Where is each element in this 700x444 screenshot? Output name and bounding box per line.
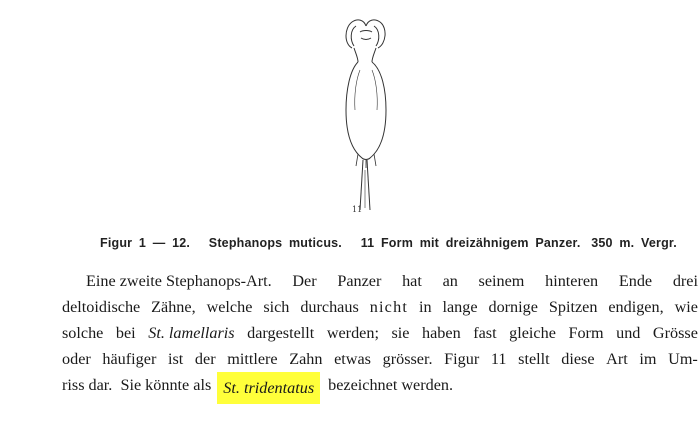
word: dornige (488, 298, 538, 316)
word: Grösse (652, 324, 698, 342)
word: etwas (334, 350, 371, 368)
word: Ende (618, 272, 653, 290)
text-line-2 (62, 294, 698, 320)
word: endigen, (608, 298, 664, 316)
word: oder (62, 350, 91, 368)
word: 11 (490, 350, 507, 368)
word: Art (606, 350, 628, 368)
word: ist (167, 350, 184, 368)
figure-number: 11 (352, 205, 363, 214)
caption-magnification: 350 m. Vergr. (591, 236, 677, 250)
word: seinem (478, 272, 525, 290)
word: Form (568, 324, 604, 342)
word: sich (263, 298, 290, 316)
word: mittlere (227, 350, 278, 368)
word: werden; (326, 324, 379, 342)
word: häufiger (102, 350, 157, 368)
text-line-3 (62, 320, 698, 346)
word: Panzer (337, 272, 382, 290)
text-run: riss dar. Sie könnte als (62, 376, 212, 394)
word: wie (674, 298, 698, 316)
figure-caption (100, 236, 680, 250)
word: im (639, 350, 657, 368)
word: durchaus (300, 298, 359, 316)
word: Zahn (289, 350, 323, 368)
word: und (616, 324, 641, 342)
word: in (418, 298, 432, 316)
word: Figur (444, 350, 480, 368)
text-line-1 (62, 268, 698, 294)
highlighted-species-name: St. tridentatus (217, 372, 320, 404)
caption-description: 11 Form mit dreizähnigem Panzer. (360, 236, 581, 250)
word: drei (672, 272, 698, 290)
word: diese (561, 350, 595, 368)
word: hinteren (545, 272, 599, 290)
word: Zähne, (151, 298, 196, 316)
word: stellt (518, 350, 550, 368)
text-line-4 (62, 346, 698, 372)
word: hat (402, 272, 422, 290)
text-line-5 (62, 372, 698, 404)
word: Eine zweite Stephanops-Art. (86, 272, 272, 290)
word: haben (422, 324, 461, 342)
word: bei (115, 324, 136, 342)
text-run: bezeichnet werden. (328, 376, 454, 394)
word: Spitzen (548, 298, 598, 316)
stephanops-drawing-icon (330, 10, 400, 220)
word: welche (206, 298, 253, 316)
word: deltoidische (62, 298, 141, 316)
word: grösser. (382, 350, 433, 368)
word: fast (473, 324, 497, 342)
word: der (194, 350, 216, 368)
word: sie (391, 324, 410, 342)
word: solche (62, 324, 104, 342)
caption-species: Stephanops muticus. (208, 236, 342, 250)
word: gleiche (509, 324, 556, 342)
word: lange (442, 298, 478, 316)
body-paragraph (62, 268, 698, 404)
word: dargestellt (247, 324, 315, 342)
word: an (442, 272, 458, 290)
word: Um- (668, 350, 698, 368)
word: Der (292, 272, 317, 290)
caption-figure-range: Figur 1 — 12. (100, 236, 191, 250)
species-name: St. lamellaris (148, 324, 235, 342)
emphasized-word: nicht (369, 298, 409, 316)
